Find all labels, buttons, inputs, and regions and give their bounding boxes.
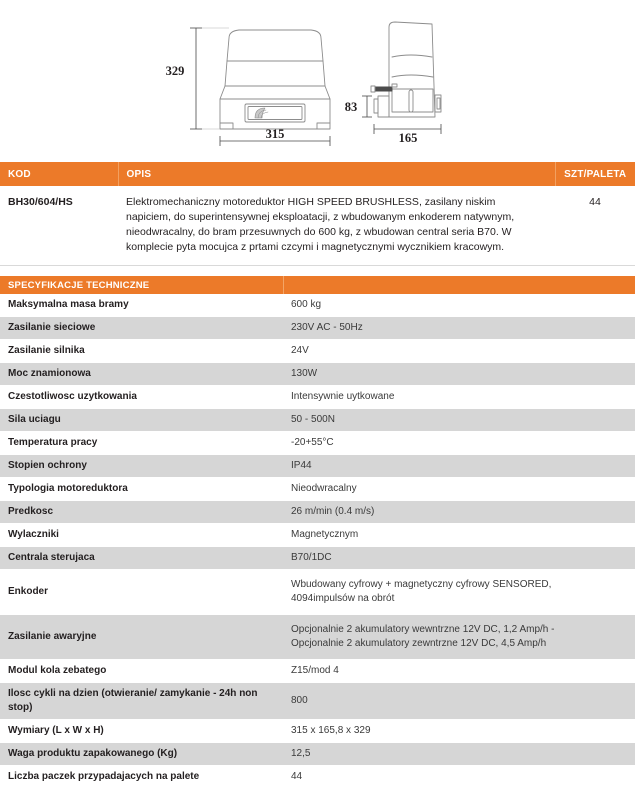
spec-row (0, 547, 635, 570)
spec-value: 44 (283, 766, 635, 789)
spec-value: Magnetycznym (283, 524, 635, 547)
spec-value: Intensywnie uytkowane (283, 386, 635, 409)
spec-label: Enkoder (0, 570, 283, 615)
spec-value: 50 - 500N (283, 409, 635, 432)
spec-value: Wbudowany cyfrowy + magnetyczny cyfrowy SENSORED, 4094impulsów na obrót (283, 570, 635, 615)
column-header-szt-paleta: SZT/PALETA (555, 162, 635, 186)
dimension-width-front: 315 (265, 127, 285, 141)
spec-row (0, 524, 635, 547)
spec-label: Centrala sterujaca (0, 547, 283, 570)
spec-row (0, 340, 635, 363)
spec-label: Zasilanie silnika (0, 340, 283, 363)
product-table (0, 162, 635, 266)
spec-row (0, 432, 635, 455)
spec-row (0, 478, 635, 501)
spec-value: 315 x 165,8 x 329 (283, 720, 635, 743)
spec-label: Wymiary (L x W x H) (0, 720, 283, 743)
spec-label: Zasilanie awaryjne (0, 615, 283, 660)
column-header-kod: KOD (0, 162, 118, 186)
spec-row (0, 317, 635, 340)
spec-value: B70/1DC (283, 547, 635, 570)
dimension-width-side: 165 (398, 131, 418, 145)
spec-value: 12,5 (283, 743, 635, 766)
product-table-header-row (0, 162, 635, 186)
spec-row (0, 683, 635, 720)
spec-value: Nieodwracalny (283, 478, 635, 501)
spec-label: Temperatura pracy (0, 432, 283, 455)
spec-label: Zasilanie sieciowe (0, 317, 283, 340)
spec-header-row (0, 276, 635, 294)
spec-label: Modul kola zebatego (0, 660, 283, 683)
product-qty-pallet: 44 (555, 186, 635, 266)
specifications-table (0, 276, 635, 789)
spec-row (0, 766, 635, 789)
spec-label: Sila uciagu (0, 409, 283, 432)
spec-value: 24V (283, 340, 635, 363)
dimension-height-side: 83 (344, 100, 358, 114)
spec-row (0, 386, 635, 409)
spec-value: 130W (283, 363, 635, 386)
spec-label: Stopien ochrony (0, 455, 283, 478)
spec-header-title: SPECYFIKACJE TECHNICZNE (0, 276, 283, 294)
technical-drawing (0, 0, 635, 162)
spec-row (0, 743, 635, 766)
table-row (0, 186, 635, 266)
column-header-opis: OPIS (118, 162, 555, 186)
spec-header-blank (283, 276, 635, 294)
spec-label: Liczba paczek przypadajacych na palete (0, 766, 283, 789)
spec-value: 600 kg (283, 294, 635, 317)
spec-row (0, 660, 635, 683)
spec-value: Z15/mod 4 (283, 660, 635, 683)
spec-label: Typologia motoreduktora (0, 478, 283, 501)
spec-label: Czestotliwosc uzytkowania (0, 386, 283, 409)
product-code: BH30/604/HS (0, 186, 118, 266)
product-description: Elektromechaniczny motoreduktor HIGH SPEED BRUSHLESS, zasilany niskim napiciem, do superintensywnej eksploatacji, z wbudowanym enkoderem natywnym, nieodwracalny, do bram przesuwnych do 600 kg, z wbudowan central seria B70. W komplecie pyta mocujca z prtami czcymi i magnetycznymi wycznikiem kracowym. (118, 186, 555, 266)
spec-value: IP44 (283, 455, 635, 478)
specifications-section (0, 276, 635, 789)
spec-row (0, 294, 635, 317)
spec-label: Predkosc (0, 501, 283, 524)
spec-row (0, 720, 635, 743)
spec-table-body (0, 294, 635, 789)
spec-value: -20+55°C (283, 432, 635, 455)
spec-label: Wylaczniki (0, 524, 283, 547)
spec-row (0, 615, 635, 660)
spec-value: 26 m/min (0.4 m/s) (283, 501, 635, 524)
spec-label: Maksymalna masa bramy (0, 294, 283, 317)
spec-value: Opcjonalnie 2 akumulatory wewntrzne 12V DC, 1,2 Amp/h - Opcjonalnie 2 akumulatory zewntrzne 12V DC, 4,5 Amp/h (283, 615, 635, 660)
spec-row (0, 501, 635, 524)
spec-label: Moc znamionowa (0, 363, 283, 386)
dimension-height-front: 329 (165, 64, 185, 78)
spec-row (0, 363, 635, 386)
spec-label: Waga produktu zapakowanego (Kg) (0, 743, 283, 766)
spec-value: 800 (283, 683, 635, 720)
spec-value: 230V AC - 50Hz (283, 317, 635, 340)
spec-row (0, 409, 635, 432)
spec-label: Ilosc cykli na dzien (otwieranie/ zamykanie - 24h non stop) (0, 683, 283, 720)
spec-row (0, 455, 635, 478)
spec-row (0, 570, 635, 615)
